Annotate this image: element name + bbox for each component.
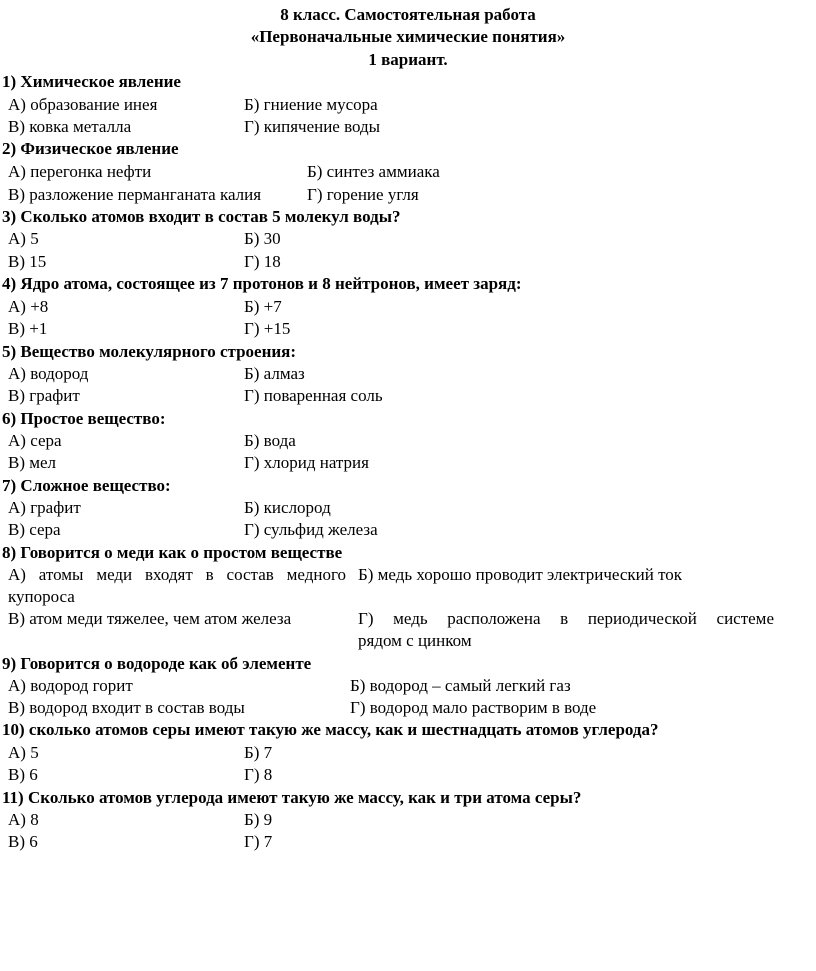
- option-8c: В) атом меди тяжелее, чем атом железа: [8, 609, 292, 628]
- option-2a: А) перегонка нефти: [8, 162, 152, 181]
- option-9d: Г) водород мало растворим в воде: [350, 698, 597, 717]
- option-6a: А) сера: [8, 431, 62, 450]
- question-1: 1) Химическое явление: [2, 72, 181, 91]
- option-2b: Б) синтез аммиака: [307, 162, 440, 181]
- question-10: 10) сколько атомов серы имеют такую же массу, как и шестнадцать атомов углерода?: [2, 720, 659, 739]
- question-11: 11) Сколько атомов углерода имеют такую же массу, как и три атома серы?: [2, 788, 582, 807]
- option-9a: А) водород горит: [8, 676, 133, 695]
- option-2c: В) разложение перманганата калия: [8, 185, 262, 204]
- option-7d: Г) сульфид железа: [244, 520, 378, 539]
- option-8d-continued: рядом с цинком: [358, 631, 472, 650]
- option-2d: Г) горение угля: [307, 185, 419, 204]
- option-11a: А) 8: [8, 810, 39, 829]
- question-4: 4) Ядро атома, состоящее из 7 протонов и 8 нейтронов, имеет заряд:: [2, 274, 522, 293]
- option-4c: В) +1: [8, 319, 48, 338]
- question-8: 8) Говорится о меди как о простом веществе: [2, 543, 343, 562]
- option-6c: В) мел: [8, 453, 57, 472]
- worksheet-topic: «Первоначальные химические понятия»: [250, 27, 566, 46]
- option-6d: Г) хлорид натрия: [244, 453, 369, 472]
- option-5a: А) водород: [8, 364, 89, 383]
- option-1d: Г) кипячение воды: [244, 117, 381, 136]
- question-7: 7) Сложное вещество:: [2, 476, 171, 495]
- option-11b: Б) 9: [244, 810, 273, 829]
- option-3b: Б) 30: [244, 229, 281, 248]
- option-10b: Б) 7: [244, 743, 273, 762]
- question-6: 6) Простое вещество:: [2, 409, 166, 428]
- option-6b: Б) вода: [244, 431, 296, 450]
- option-5b: Б) алмаз: [244, 364, 305, 383]
- option-1c: В) ковка металла: [8, 117, 132, 136]
- option-3d: Г) 18: [244, 252, 281, 271]
- option-7a: А) графит: [8, 498, 81, 517]
- option-3c: В) 15: [8, 252, 47, 271]
- option-11d: Г) 7: [244, 832, 273, 851]
- option-1a: А) образование инея: [8, 95, 158, 114]
- question-9: 9) Говорится о водороде как об элементе: [2, 654, 312, 673]
- option-4a: А) +8: [8, 297, 49, 316]
- option-4b: Б) +7: [244, 297, 282, 316]
- option-5c: В) графит: [8, 386, 80, 405]
- option-7b: Б) кислород: [244, 498, 331, 517]
- worksheet-title: 8 класс. Самостоятельная работа: [280, 5, 536, 24]
- option-8d: Г) медь расположена в периодической системе: [358, 609, 774, 628]
- option-1b: Б) гниение мусора: [244, 95, 378, 114]
- option-4d: Г) +15: [244, 319, 291, 338]
- option-8a-continued: купороса: [8, 587, 75, 606]
- option-7c: В) сера: [8, 520, 61, 539]
- option-11c: В) 6: [8, 832, 38, 851]
- option-8b: Б) медь хорошо проводит электрический ток: [358, 565, 683, 584]
- option-5d: Г) поваренная соль: [244, 386, 383, 405]
- option-3a: А) 5: [8, 229, 39, 248]
- option-9c: В) водород входит в состав воды: [8, 698, 245, 717]
- worksheet-variant: 1 вариант.: [368, 50, 448, 69]
- question-3: 3) Сколько атомов входит в состав 5 молекул воды?: [2, 207, 401, 226]
- question-5: 5) Вещество молекулярного строения:: [2, 342, 297, 361]
- option-10d: Г) 8: [244, 765, 273, 784]
- option-9b: Б) водород – самый легкий газ: [350, 676, 571, 695]
- option-10c: В) 6: [8, 765, 38, 784]
- question-2: 2) Физическое явление: [2, 139, 179, 158]
- option-8a: А) атомы меди входят в состав медного: [8, 565, 346, 584]
- option-10a: А) 5: [8, 743, 39, 762]
